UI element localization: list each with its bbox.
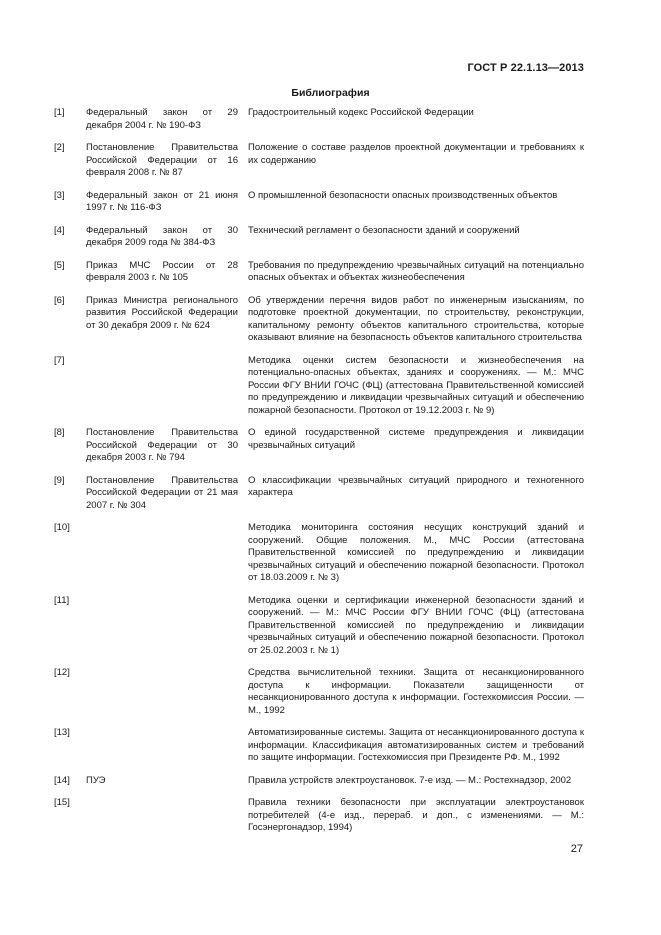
document-code: ГОСТ Р 22.1.13—2013 — [467, 62, 584, 74]
bibliography-item-number: [13] — [54, 727, 70, 738]
bibliography-item-number: [5] — [54, 259, 65, 271]
bibliography-item — [54, 595, 584, 658]
bibliography-item-number: [14] — [54, 774, 70, 786]
bibliography-item-number: [1] — [54, 107, 65, 118]
bibliography-item-source: Постановление Правительства Российской Федерации от 16 февраля 2008 г. № 87 — [86, 142, 238, 178]
bibliography-item — [54, 797, 584, 835]
bibliography-item-title: Требования по предупреждению чрезвычайных ситуаций на потенциально опасных объектах и объектах жизнеобеспечения — [248, 259, 584, 283]
bibliography-item-title: Автоматизированные системы. Защита от несанкционированного доступа к информации. Классификация автоматизированных систем и требований по защите информации. Гостехкомиссия при Президенте РФ. М., 1992 — [248, 727, 584, 763]
bibliography-item-title: О промышленной безопасности опасных производственных объектов — [248, 189, 558, 201]
bibliography-item-title: Методика оценки и сертификации инженерной безопасности зданий и сооружений. — М.: МЧС России ФГУ ВНИИ ГОЧС (ФЦ) (аттестована Правительственной комиссией по предупреждению и ликвидации чрезвычайных ситуаций и обеспечению пожарной безопасности. Протокол от 25.02.2003 г. № 1) — [248, 594, 584, 656]
bibliography-item-title: Правила техники безопасности при эксплуатации электроустановок потребителей (4-е изд., перераб. и доп., с изменениями. — М.: Госэнергонадзор, 1994) — [248, 797, 584, 833]
bibliography-item-number: [11] — [54, 594, 70, 606]
bibliography-item — [54, 142, 584, 180]
bibliography-item-title: Градостроительный кодекс Российской Федерации — [248, 107, 474, 118]
bibliography-item — [54, 190, 584, 215]
bibliography-item — [54, 727, 584, 765]
bibliography-item-number: [7] — [54, 354, 65, 366]
bibliography-item-source: Постановление Правительства Российской Федерации от 21 мая 2007 г. № 304 — [86, 474, 238, 511]
bibliography-item-title: Об утверждении перечня видов работ по инженерным изысканиям, по подготовке проектной документации, по строительству, реконструкции, капитальному ремонту объектов капитального строительства, которые оказывают влияние на безопасность объектов капитального строительства — [248, 294, 584, 343]
bibliography-item — [54, 667, 584, 717]
bibliography-item-source: ПУЭ — [86, 774, 106, 786]
bibliography-item-title: О единой государственной системе предупреждения и ликвидации чрезвычайных ситуаций — [248, 427, 584, 451]
bibliography-item — [54, 475, 584, 513]
bibliography-title: Библиография — [291, 87, 370, 99]
bibliography-item-number: [15] — [54, 797, 70, 808]
bibliography-item-number: [4] — [54, 224, 65, 236]
bibliography-item — [54, 355, 584, 418]
bibliography-item-title: О классификации чрезвычайных ситуаций природного и техногенного характера — [248, 474, 584, 498]
bibliography-item-number: [12] — [54, 667, 70, 678]
bibliography-item-source: Постановление Правительства Российской Федерации от 30 декабря 2003 г. № 794 — [86, 427, 238, 463]
bibliography-item-title: Правила устройств электроустановок. 7-е изд. — М.: Ростехнадзор, 2002 — [248, 774, 572, 786]
bibliography-item-number: [9] — [54, 474, 65, 486]
bibliography-item-title: Положение о составе разделов проектной документации и требованиях к их содержанию — [248, 142, 584, 166]
bibliography-item — [54, 260, 584, 285]
bibliography-item-number: [2] — [54, 142, 65, 153]
bibliography-item-title: Средства вычислительной техники. Защита от несанкционированного доступа к информации. Показатели защищенности от несанкционированного доступа к информации. Гостехкомиссия России. — М., 1992 — [248, 667, 584, 716]
bibliography-item-source: Приказ Министра регионального развития Российской Федерации от 30 декабря 2009 г. № 624 — [86, 294, 238, 331]
bibliography-item-source: Федеральный закон от 30 декабря 2009 года № 384-ФЗ — [86, 224, 238, 248]
bibliography-item — [54, 107, 584, 132]
bibliography-item-title: Методика мониторинга состояния несущих конструкций зданий и сооружений. Общие положения. М., МЧС России (аттестована Правительственной комиссией по предупреждению и ликвидации чрезвычайных ситуаций и обеспечению пожарной безопасности. Протокол от 18.03.2009 г. № 3) — [248, 522, 584, 583]
bibliography-item-source: Приказ МЧС России от 28 февраля 2003 г. № 105 — [86, 259, 238, 283]
bibliography-item — [54, 225, 584, 250]
bibliography-item-number: [10] — [54, 522, 70, 533]
bibliography-item-title: Методика оценки систем безопасности и жизнеобеспечения на потенциально-опасных объектах, зданиях и сооружениях. — М.: МЧС России ФГУ ВНИИ ГОЧС (ФЦ) (аттестована Правительственной комиссией по предупреждению и ликвидации чрезвычайных ситуаций и обеспечению пожарной безопасности. Протокол от 19.12.2003 г. № 9) — [248, 354, 584, 416]
bibliography-item-number: [8] — [54, 427, 65, 438]
bibliography-item — [54, 522, 584, 585]
bibliography-item-number: [3] — [54, 189, 65, 201]
bibliography-item-title: Технический регламент о безопасности зданий и сооружений — [248, 224, 520, 236]
bibliography-item — [54, 295, 584, 345]
bibliography-list — [54, 107, 584, 845]
page-number: 27 — [570, 843, 583, 855]
bibliography-item-source: Федеральный закон от 29 декабря 2004 г. № 190-ФЗ — [86, 107, 238, 131]
bibliography-item — [54, 775, 584, 788]
bibliography-item-number: [6] — [54, 294, 65, 306]
bibliography-item — [54, 427, 584, 465]
bibliography-item-source: Федеральный закон от 21 июня 1997 г. № 116-ФЗ — [86, 189, 238, 213]
